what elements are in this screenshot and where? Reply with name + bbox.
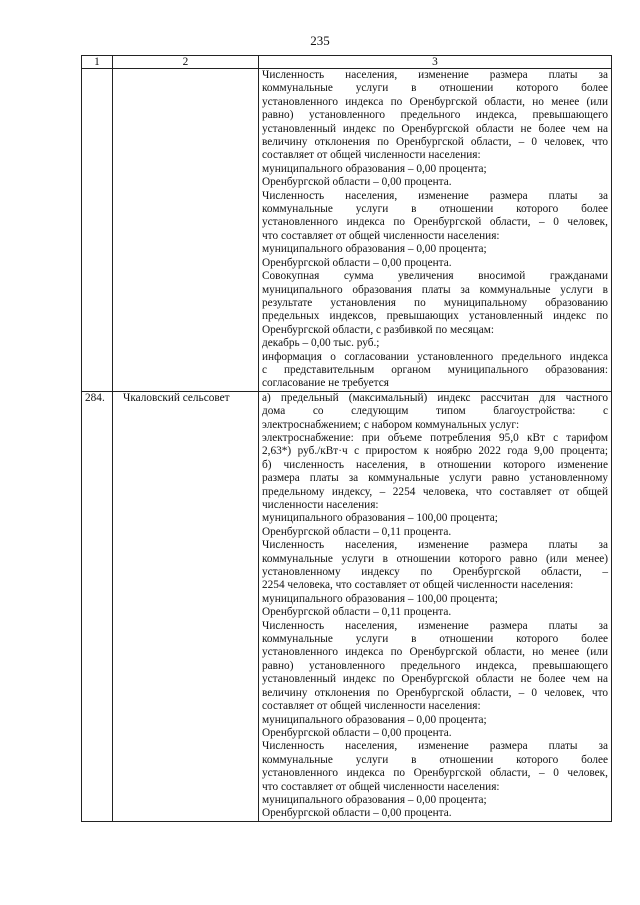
text-line: предельному индексу, – 2254 человека, что составляет от общей <box>262 485 608 498</box>
column-header-1: 1 <box>82 56 113 69</box>
text-line: муниципального образования – 0,00 процента; <box>262 793 487 806</box>
text-line: информация о согласовании установленного предельного индекса <box>262 350 608 363</box>
text-line: Оренбургской области – 0,11 процента. <box>262 606 452 619</box>
text-line: составляет от общей численности населения: <box>262 700 481 713</box>
text-line: равно) установленного предельного индекса, превышающего <box>262 109 608 122</box>
text-line: установленного индекса по Оренбургской области, но менее (или <box>262 646 608 659</box>
text-line: коммунальные услуги в отношении которого равно (или менее) <box>262 552 608 565</box>
text-line: Оренбургской области, с разбивкой по месяцам: <box>262 323 495 336</box>
municipality-name-cell: Чкаловский сельсовет <box>113 391 259 821</box>
municipality-name-cell <box>113 69 259 392</box>
text-line: коммунальные услуги в отношении которого более <box>262 82 608 95</box>
text-line: Оренбургской области – 0,00 процента. <box>262 176 452 189</box>
text-line: Совокупная сумма увеличения вносимой гражданами <box>262 270 608 283</box>
text-line: муниципального образования – 100,00 процента; <box>262 592 498 605</box>
text-line: декабрь – 0,00 тыс. руб.; <box>262 337 380 350</box>
table-row <box>82 69 612 392</box>
text-line: предельных индексов, превышающих установленный индекс по <box>262 310 608 323</box>
text-line: Численность населения, изменение размера платы за <box>262 619 608 632</box>
column-header-3: 3 <box>259 56 612 69</box>
text-line: равно) установленного предельного индекса, превышающего <box>262 659 608 672</box>
row-number-cell <box>82 69 113 392</box>
column-header-2: 2 <box>113 56 259 69</box>
text-line: что составляет от общей численности населения: <box>262 229 500 242</box>
text-line: дома со следующим типом благоустройства: с <box>262 405 608 418</box>
description-cell <box>259 69 612 392</box>
text-line: 2,63*) руб./кВт·ч с приростом к ноябрю 2022 года 9,00 процента; <box>262 445 608 458</box>
text-line: что составляет от общей численности населения: <box>262 780 500 793</box>
text-line: численности населения: <box>262 499 379 511</box>
text-line: муниципального образования – 100,00 процента; <box>262 512 498 525</box>
text-line: Оренбургской области – 0,00 процента. <box>262 807 452 820</box>
text-line: 2254 человека, что составляет от общей численности населения: <box>262 579 574 592</box>
text-line: установленного индекса по Оренбургской области, – 0 человек, <box>262 216 608 229</box>
text-line: с представительным органом муниципального образования: <box>262 363 608 376</box>
text-line: Численность населения, изменение размера платы за <box>262 740 608 753</box>
table-row <box>82 391 612 821</box>
text-line: муниципального образования – 0,00 процента; <box>262 162 487 175</box>
text-line: коммунальные услуги в отношении которого более <box>262 203 608 216</box>
index-table <box>81 55 612 822</box>
text-line: электроснабжением; с набором коммунальных услуг: <box>262 418 520 431</box>
text-line: б) численность населения, в отношении которого изменение <box>262 458 608 471</box>
text-line: величину отклонения по Оренбургской области, – 0 человек, что <box>262 136 608 149</box>
text-line: муниципального образования – 0,00 процента; <box>262 713 487 726</box>
text-line: Оренбургской области – 0,11 процента. <box>262 525 452 538</box>
text-line: муниципального образования – 0,00 процента; <box>262 243 487 256</box>
text-line: установленный индекс по Оренбургской области не более чем на <box>262 673 608 686</box>
text-line: установленного индекса по Оренбургской области, – 0 человек, <box>262 767 608 780</box>
text-line: электроснабжение: при объеме потребления 95,0 кВт с тарифом <box>262 431 608 444</box>
text-line: Численность населения, изменение размера платы за <box>262 539 608 552</box>
description-cell <box>259 391 612 821</box>
text-line: коммунальные услуги в отношении которого более <box>262 753 608 766</box>
text-line: Оренбургской области – 0,00 процента. <box>262 256 452 269</box>
text-line: величину отклонения по Оренбургской области, – 0 человек, что <box>262 686 608 699</box>
row-number-cell: 284. <box>82 391 113 821</box>
text-line: Численность населения, изменение размера платы за <box>262 189 608 202</box>
text-line: муниципального образования платы за коммунальные услуги в <box>262 283 608 296</box>
text-line: составляет от общей численности населения: <box>262 149 481 162</box>
table-header-row <box>82 56 612 69</box>
text-line: а) предельный (максимальный) индекс рассчитан для частного <box>262 391 608 404</box>
text-line: размера платы за коммунальные услуги равно установленному <box>262 472 608 485</box>
text-line: установленный индекс по Оренбургской области не более чем на <box>262 122 608 135</box>
text-line: установленному индексу по Оренбургской области, – <box>262 566 608 579</box>
text-line: Оренбургской области – 0,00 процента. <box>262 726 452 739</box>
text-line: установленного индекса по Оренбургской области, но менее (или <box>262 95 608 108</box>
text-line: коммунальные услуги в отношении которого более <box>262 633 608 646</box>
page-number: 235 <box>310 33 330 48</box>
text-line: результате установления по муниципальному образованию <box>262 296 608 309</box>
text-line: согласование не требуется <box>262 377 389 390</box>
text-line: Численность населения, изменение размера платы за <box>262 69 608 81</box>
